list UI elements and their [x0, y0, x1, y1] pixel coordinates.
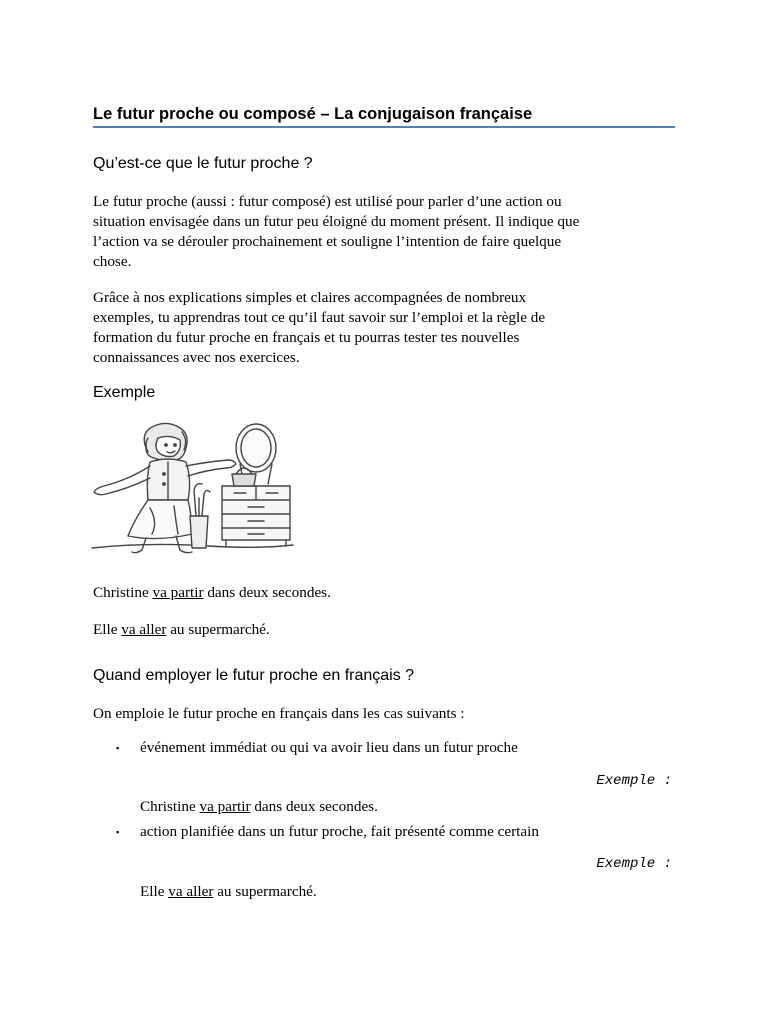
explanation-paragraph — [93, 288, 683, 368]
page-title: Le futur proche ou composé – La conjugaison française — [93, 104, 675, 128]
explanation-line-2: exemples, tu apprendras tout ce qu’il faut savoir sur l’emploi et la règle de — [93, 309, 546, 326]
bullet-example-1 — [140, 797, 680, 817]
bullet-item-2: action planifiée dans un futur proche, fait présenté comme certain — [140, 823, 539, 840]
intro-paragraph — [93, 192, 683, 272]
example-label-2: Exemple : — [596, 856, 672, 872]
girl-leaving-illustration — [88, 418, 310, 563]
bullet-example-2 — [140, 882, 680, 902]
heading-example: Exemple — [93, 384, 156, 401]
sentence-text: Christine — [93, 584, 153, 601]
verb-form: va partir — [199, 798, 251, 815]
explanation-line-3: formation du futur proche en français et tu pourras tester tes nouvelles — [93, 329, 520, 346]
example-sentence-1 — [93, 583, 683, 603]
example-sentence-2 — [93, 620, 683, 640]
example-label-1: Exemple : — [596, 773, 672, 789]
verb-form: va aller — [121, 621, 167, 638]
bullet-item-1: événement immédiat ou qui va avoir lieu dans un futur proche — [140, 739, 518, 756]
sentence-text: Christine — [140, 798, 200, 815]
intro-line-4: chose. — [93, 253, 132, 270]
intro-line-3: l’action va se dérouler prochainement et souligne l’intention de faire quelque — [93, 233, 562, 250]
intro-line-1: Le futur proche (aussi : futur composé) est utilisé pour parler d’une action ou — [93, 193, 562, 210]
sentence-text: au supermarché. — [166, 621, 270, 638]
sentence-text: dans deux secondes. — [203, 584, 331, 601]
sentence-text: Elle — [140, 883, 169, 900]
heading-what-is: Qu’est-ce que le futur proche ? — [93, 155, 313, 172]
verb-form: va aller — [168, 883, 214, 900]
verb-form: va partir — [152, 584, 204, 601]
sentence-text: Elle — [93, 621, 122, 638]
heading-when-to-use: Quand employer le futur proche en français ? — [93, 667, 415, 684]
explanation-line-1: Grâce à nos explications simples et claires accompagnées de nombreux — [93, 289, 527, 306]
bullet-icon: ▪ — [116, 827, 120, 837]
bullet-icon: ▪ — [116, 743, 120, 753]
intro-line-2: situation envisagée dans un futur peu éloigné du moment présent. Il indique que — [93, 213, 580, 230]
usage-intro: On emploie le futur proche en français dans les cas suivants : — [93, 705, 465, 722]
explanation-line-4: connaissances avec nos exercices. — [93, 349, 300, 366]
sentence-text: au supermarché. — [213, 883, 317, 900]
sentence-text: dans deux secondes. — [250, 798, 378, 815]
